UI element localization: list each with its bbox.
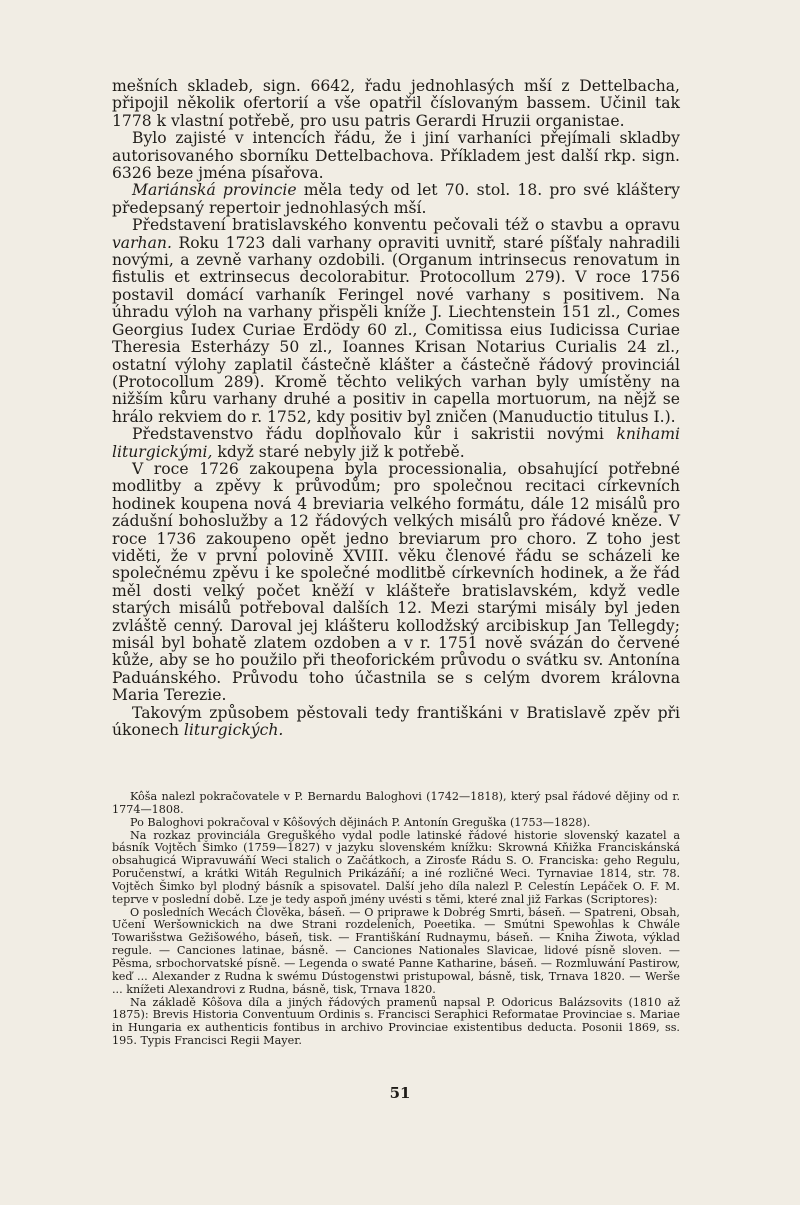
text-run: mešních skladeb, sign. 6642, řadu jednohlasých mší z Dettelbacha, připojil několik ofertorií a vše opatřil číslovaným bassem. Učinil tak 1778 k vlastní potřebě, pro usu patris Gerardi Hruzii organistae. xyxy=(112,77,680,130)
footnote: Na rozkaz provinciála Greguškého vydal podle latinské řádové historie slovenský kazatel a básník Vojtěch Šimko (1759—1827) v jazyku slovenském knížku: Skrowná Kňižka Franciskánská obsahugicá Wipravuwáňí Weci stalich o Začátkoch, a Zirosťe Rádu S. O. Franciska: geho Regulu, Poručenstwí, a krátki Witáh Regulnich Prikázáňí; a iné rozličné Weci. Tyrnaviae 1814, str. 78. Vojtěch Šimko byl plodný básník a spisovatel. Další jeho díla nalezl P. Celestín Lepáček O. F. M. teprve v poslední době. Lze je tedy aspoň jmény uvésti s těmi, které znal již Farkas (Scriptores): xyxy=(112,828,680,906)
text-run: Takovým způsobem pěstovali tedy františkáni v Bratislavě zpěv při úkonech xyxy=(112,703,680,740)
footnote: Kôša nalezl pokračovatele v P. Bernardu Baloghovi (1742—1818), který psal řádové dějiny od r. 1774—1808. xyxy=(112,790,680,816)
body-paragraph xyxy=(112,78,680,130)
text-run: V roce 1726 zakoupena byla processionalia, obsahující potřebné modlitby a zpěvy k průvodům; pro společnou recitaci církevních hodinek koupena nová 4 breviaria velkého formátu, dále 12 misálů pro zádušní bohoslužby a 12 řádových velkých misálů pro řádové kněze. V roce 1736 zakoupeno opět jedno breviarum pro choro. Z toho jest viděti, že v první polovině XVIII. věku členové řádu se scházeli ke společnému zpěvu i ke společné modlitbě církevních hodinek, a že řád měl dosti velký počet kněží v klášteře bratislavském, když vedle starých misálů potřeboval dalších 12. Mezi starými misály byl jeden zvláště cenný. Daroval jej klášteru kollodžský arcibiskup Jan Tellegdy; misál byl bohatě zlatem ozdoben a v r. 1751 nově svázán do červené kůže, aby se ho použilo při theoforickém průvodu o svátku sv. Antonína Paduánského. Průvodu toho účastnila se s celým dvorem královna Maria Terezie. xyxy=(112,459,680,705)
footnote: Po Baloghovi pokračoval v Kôšových dějinách P. Antonín Greguška (1753—1828). xyxy=(130,815,591,829)
body-paragraph xyxy=(112,217,680,426)
text-run: Představení bratislavského konventu pečovali též o stavbu a opravu xyxy=(132,216,680,235)
main-text xyxy=(112,78,680,739)
emphasized-text: knihami liturgickými, xyxy=(112,425,680,461)
page-number: 51 xyxy=(389,1084,411,1102)
body-paragraph xyxy=(112,182,680,217)
text-run: Roku 1723 dali varhany opraviti uvnitř, staré píšťaly nahradili novými, a zevně varhany ozdobili. (Organum intrinsecus renovatum in fistulis et extrinsecus decolorabitur. Protocollum 279). V roce 1756 postavil domácí varhaník Feringel nové varhany s positivem. Na úhradu výloh na varhany přispěli kníže J. Liechtenstein 151 zl., Comes Georgius Iudex Curiae Erdödy 60 zl., Comitissa eius Iudicissa Curiae Theresia Esterházy 50 zl., Ioannes Krisan Notarius Curialis 24 zl., ostatní výlohy zaplatil částečně klášter a částečně řádový provinciál (Protocollum 289). Kromě těchto velikých varhan byly umístěny na nižším kůru varhany druhé a positiv in capella mortuorum, na nějž se hrálo rekviem do r. 1752, kdy positiv byl zničen (Manuductio titulus I.). xyxy=(112,233,680,426)
footnote: Na základě Kôšova díla a jiných řádových pramenů napsal P. Odoricus Balázsovits (1810 až 1875): Brevis Historia Conventuum Ordinis s. Francisci Seraphici Reformatae Provinciae s. Mariae in Hungaria ex authenticis fontibus in archivo Provinciae existentibus deducta. Posonii 1869, ss. 195. Typis Francisci Regii Mayer. xyxy=(112,995,680,1048)
footnotes xyxy=(112,791,680,1048)
text-run: když staré nebyly již k potřebě. xyxy=(212,442,465,461)
body-paragraph xyxy=(112,426,680,461)
text-run: Bylo zajisté v intencích řádu, že i jiní varhaníci přejímali skladby autorisovaného sborníku Dettelbachova. Příkladem jest další rkp. sign. 6326 beze jména písařova. xyxy=(112,129,680,183)
emphasized-text: liturgických. xyxy=(183,721,284,740)
emphasized-text: varhan. xyxy=(112,233,172,252)
text-run: měla tedy od let 70. stol. 18. pro své kláštery předepsaný repertoir jednohlasých mší. xyxy=(112,181,680,217)
body-paragraph xyxy=(112,461,680,705)
text-run: Představenstvo řádu doplňovalo kůr i sakristii novými xyxy=(132,425,617,444)
body-paragraph xyxy=(112,705,680,740)
body-paragraph xyxy=(112,130,680,182)
emphasized-text: Mariánská provincie xyxy=(132,181,297,200)
footnote: O posledních Wecách Člověka, báseň. — O priprawe k Dobrég Smrti, báseň. — Spatreni, Obsah, Učeni Weršownickich na dwe Strani rozdeleních, Poeetika. — Smútni Spewohlas k Chwále Towarišstwa Gežišowého, báseň, tisk. — Františkání Rudnaymu, báseň. — Kniha Žiwota, výklad regule. — Canciones latinae, básně. — Canciones Nationales Slavicae, lidové písně sloven. — Pěsma, srbochorvatské písně. — Legenda o swaté Panne Katharine, báseň. — Rozmluwání Pastirow, keď ... Alexander z Rudna k swému Dústogenstwi pristupowal, básně, tisk, Trnava 1820. — Werše ... knížeti Alexandrovi z Rudna, básně, tisk, Trnava 1820. xyxy=(112,905,680,996)
